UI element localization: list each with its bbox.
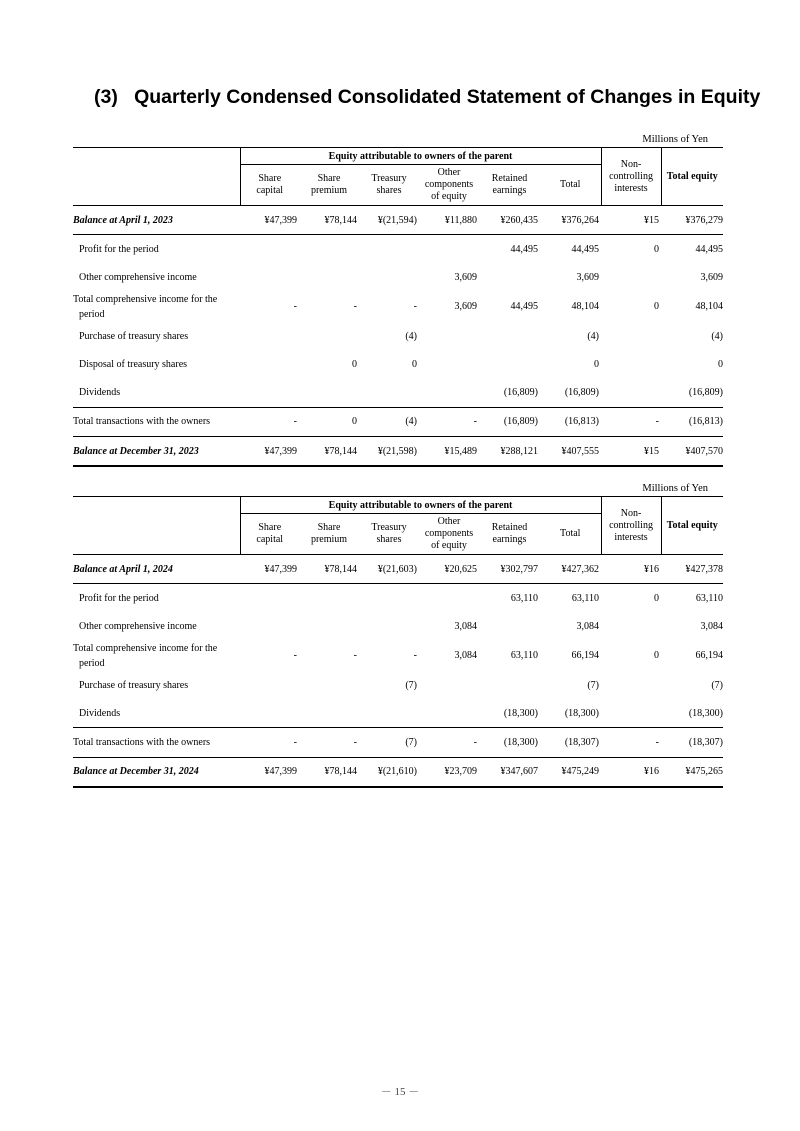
- column-header-retained-earnings: Retained earnings: [479, 514, 540, 555]
- table-cell: ¥(21,594): [377, 214, 417, 226]
- table-row: [73, 407, 723, 436]
- table-cell: 48,104: [695, 301, 724, 313]
- row-label: Total comprehensive income for the period: [73, 293, 218, 320]
- table-cell: 44,495: [510, 301, 538, 313]
- row-label: Balance at April 1, 2024: [73, 563, 173, 575]
- table-cell: [240, 235, 299, 264]
- table-row: [73, 641, 723, 671]
- table-cell: 3,084: [576, 621, 600, 633]
- table-cell: 44,495: [479, 235, 540, 264]
- table-cell: [359, 584, 419, 613]
- row-label: Purchase of treasury shares: [79, 330, 189, 342]
- table-cell: -: [601, 407, 661, 436]
- table-cell: (7): [405, 679, 417, 691]
- row-label: Other comprehensive income: [79, 621, 197, 633]
- table-cell: [359, 378, 419, 407]
- table-cell: ¥376,264: [561, 214, 600, 226]
- column-header-share-premium: Share premium: [299, 165, 359, 206]
- page-title: (3) Quarterly Condensed Consolidated Statement of Changes in Equity: [94, 86, 761, 108]
- table-cell: 0: [654, 301, 660, 313]
- table-cell: ¥(21,603): [377, 563, 417, 575]
- table-cell: (16,813): [661, 407, 723, 436]
- table-cell: ¥475,265: [661, 757, 723, 787]
- table-cell: (16,809): [564, 387, 600, 399]
- column-header-share-capital: Share capital: [240, 514, 299, 555]
- row-label: Profit for the period: [73, 584, 240, 613]
- equity-table-fy2023: [73, 147, 723, 467]
- column-header-non-controlling: Non- controlling interests: [601, 148, 661, 206]
- table-row: [73, 292, 723, 322]
- table-cell: (18,300): [564, 707, 600, 719]
- table-cell: ¥427,378: [685, 563, 724, 575]
- table-cell: 63,110: [540, 584, 601, 613]
- table-row: [73, 757, 723, 787]
- table-cell: [419, 322, 479, 350]
- table-cell: ¥(21,598): [359, 437, 419, 467]
- table-row: [73, 613, 723, 641]
- table-cell: ¥78,144: [324, 214, 357, 226]
- table-cell: [240, 613, 299, 641]
- table-cell: 66,194: [571, 650, 600, 662]
- table-cell: (4): [711, 330, 724, 342]
- table-cell: -: [353, 301, 357, 313]
- table-cell: [479, 613, 540, 641]
- units-label-2: Millions of Yen: [642, 483, 708, 494]
- table-cell: [240, 378, 299, 407]
- group-header: Equity attributable to owners of the parent: [240, 497, 601, 514]
- table-cell: ¥20,625: [444, 563, 477, 575]
- table-cell: 0: [352, 358, 357, 370]
- table-cell: [359, 235, 419, 264]
- table-row: [73, 235, 723, 264]
- table-cell: 63,110: [510, 650, 538, 662]
- table-cell: [601, 699, 661, 728]
- table-cell: 63,110: [479, 584, 540, 613]
- table-cell: [299, 699, 359, 728]
- column-header-total: Total: [540, 165, 601, 206]
- table-cell: -: [240, 407, 299, 436]
- column-header-non-controlling: Non- controlling interests: [601, 497, 661, 555]
- table-cell: (18,307): [540, 728, 601, 757]
- table-cell: 3,084: [700, 621, 724, 633]
- table-cell: [240, 350, 299, 378]
- table-row: [73, 437, 723, 467]
- table-cell: (4): [405, 330, 417, 342]
- row-label: Disposal of treasury shares: [79, 358, 188, 370]
- table-cell: (16,809): [688, 387, 724, 399]
- table-cell: (16,813): [540, 407, 601, 436]
- table-cell: [299, 322, 359, 350]
- column-header-other-components: Other components of equity: [419, 514, 479, 555]
- table-cell: [299, 378, 359, 407]
- table-cell: -: [413, 650, 417, 662]
- equity-table: [73, 496, 723, 788]
- table-cell: 44,495: [661, 235, 723, 264]
- table-cell: 3,084: [454, 650, 477, 662]
- row-label: Other comprehensive income: [79, 272, 197, 284]
- table-cell: -: [293, 650, 297, 662]
- table-cell: (16,809): [503, 387, 538, 399]
- table-cell: 63,110: [661, 584, 723, 613]
- table-cell: (16,809): [479, 407, 540, 436]
- table-cell: ¥15: [644, 214, 660, 226]
- units-label-1: Millions of Yen: [642, 134, 708, 145]
- column-header-total-equity: Total equity: [661, 148, 723, 206]
- table-cell: 0: [718, 358, 724, 370]
- table-cell: (18,300): [503, 707, 538, 719]
- equity-table-fy2024: [73, 496, 723, 788]
- table-cell: 0: [594, 358, 600, 370]
- table-cell: ¥288,121: [479, 437, 540, 467]
- table-row: [73, 584, 723, 613]
- table-cell: (4): [359, 407, 419, 436]
- row-label: Balance at December 31, 2023: [73, 437, 240, 467]
- table-cell: (18,307): [661, 728, 723, 757]
- table-cell: [240, 699, 299, 728]
- row-label: Dividends: [79, 387, 121, 399]
- table-cell: (7): [359, 728, 419, 757]
- table-cell: (7): [711, 679, 724, 691]
- table-cell: (18,300): [688, 707, 724, 719]
- table-cell: ¥78,144: [299, 757, 359, 787]
- table-cell: [479, 350, 540, 378]
- column-header-total: Total: [540, 514, 601, 555]
- column-header-treasury-shares: Treasury shares: [359, 165, 419, 206]
- header-blank: [73, 148, 240, 206]
- table-cell: 3,609: [454, 301, 477, 313]
- table-cell: [299, 235, 359, 264]
- table-cell: ¥16: [601, 757, 661, 787]
- table-cell: [359, 264, 419, 292]
- table-cell: [601, 671, 661, 699]
- table-cell: 0: [601, 235, 661, 264]
- page-number: － 15 －: [380, 1086, 420, 1098]
- table-cell: [601, 350, 661, 378]
- table-cell: [299, 671, 359, 699]
- group-header: Equity attributable to owners of the parent: [240, 148, 601, 165]
- table-row: [73, 671, 723, 699]
- table-cell: [601, 378, 661, 407]
- table-cell: (18,300): [479, 728, 540, 757]
- column-header-share-capital: Share capital: [240, 165, 299, 206]
- table-row: [73, 555, 723, 584]
- table-cell: ¥23,709: [419, 757, 479, 787]
- table-cell: ¥11,880: [444, 214, 477, 226]
- table-cell: [419, 350, 479, 378]
- table-cell: ¥15,489: [419, 437, 479, 467]
- table-cell: ¥407,570: [661, 437, 723, 467]
- row-label: Total transactions with the owners: [73, 407, 240, 436]
- equity-table: [73, 147, 723, 467]
- table-cell: -: [601, 728, 661, 757]
- table-row: [73, 206, 723, 235]
- column-header-share-premium: Share premium: [299, 514, 359, 555]
- table-cell: [240, 671, 299, 699]
- row-label: Total comprehensive income for the period: [73, 642, 218, 669]
- table-cell: [419, 671, 479, 699]
- column-header-treasury-shares: Treasury shares: [359, 514, 419, 555]
- table-cell: 48,104: [571, 301, 600, 313]
- table-row: [73, 264, 723, 292]
- table-cell: [419, 378, 479, 407]
- table-cell: 3,609: [454, 272, 477, 284]
- table-cell: (7): [587, 679, 600, 691]
- table-cell: [479, 264, 540, 292]
- table-cell: [359, 699, 419, 728]
- table-cell: ¥47,399: [240, 757, 299, 787]
- column-header-retained-earnings: Retained earnings: [479, 165, 540, 206]
- table-cell: ¥16: [644, 563, 660, 575]
- table-cell: 0: [654, 650, 660, 662]
- table-cell: [240, 584, 299, 613]
- table-cell: -: [240, 728, 299, 757]
- table-row: [73, 350, 723, 378]
- table-cell: 0: [601, 584, 661, 613]
- table-cell: ¥407,555: [540, 437, 601, 467]
- table-cell: ¥15: [601, 437, 661, 467]
- row-label: Balance at December 31, 2024: [73, 757, 240, 787]
- table-cell: ¥47,399: [240, 437, 299, 467]
- table-cell: [240, 322, 299, 350]
- table-cell: ¥47,399: [264, 214, 297, 226]
- row-label: Dividends: [79, 707, 121, 719]
- table-cell: [479, 671, 540, 699]
- table-cell: -: [413, 301, 417, 313]
- table-cell: 3,609: [576, 272, 600, 284]
- table-cell: [601, 613, 661, 641]
- row-label: Total transactions with the owners: [73, 728, 240, 757]
- table-cell: [419, 235, 479, 264]
- row-label: Balance at April 1, 2023: [73, 214, 173, 226]
- table-cell: [419, 584, 479, 613]
- table-cell: [299, 264, 359, 292]
- table-cell: [359, 613, 419, 641]
- table-cell: [299, 613, 359, 641]
- header-blank: [73, 497, 240, 555]
- table-cell: 3,609: [700, 272, 724, 284]
- row-label: Purchase of treasury shares: [79, 679, 189, 691]
- table-cell: [479, 322, 540, 350]
- table-cell: 0: [299, 407, 359, 436]
- table-cell: ¥427,362: [561, 563, 600, 575]
- table-cell: [601, 322, 661, 350]
- table-row: [73, 322, 723, 350]
- table-cell: [240, 264, 299, 292]
- table-row: [73, 699, 723, 728]
- table-cell: (4): [587, 330, 600, 342]
- table-cell: [601, 264, 661, 292]
- table-cell: 3,084: [454, 621, 477, 633]
- table-cell: 44,495: [540, 235, 601, 264]
- table-cell: [419, 699, 479, 728]
- table-cell: ¥347,607: [479, 757, 540, 787]
- table-cell: -: [419, 728, 479, 757]
- table-cell: ¥376,279: [685, 214, 724, 226]
- column-header-other-components: Other components of equity: [419, 165, 479, 206]
- table-cell: -: [353, 650, 357, 662]
- table-cell: [299, 584, 359, 613]
- column-header-total-equity: Total equity: [661, 497, 723, 555]
- table-cell: -: [299, 728, 359, 757]
- table-cell: 0: [412, 358, 417, 370]
- table-cell: -: [419, 407, 479, 436]
- table-cell: ¥78,144: [324, 563, 357, 575]
- table-row: [73, 378, 723, 407]
- row-label: Profit for the period: [73, 235, 240, 264]
- table-cell: ¥302,797: [500, 563, 538, 575]
- table-cell: ¥78,144: [299, 437, 359, 467]
- table-cell: 66,194: [695, 650, 724, 662]
- table-cell: ¥475,249: [540, 757, 601, 787]
- table-cell: ¥(21,610): [359, 757, 419, 787]
- table-row: [73, 728, 723, 757]
- table-cell: ¥47,399: [264, 563, 297, 575]
- table-cell: -: [293, 301, 297, 313]
- table-cell: ¥260,435: [500, 214, 538, 226]
